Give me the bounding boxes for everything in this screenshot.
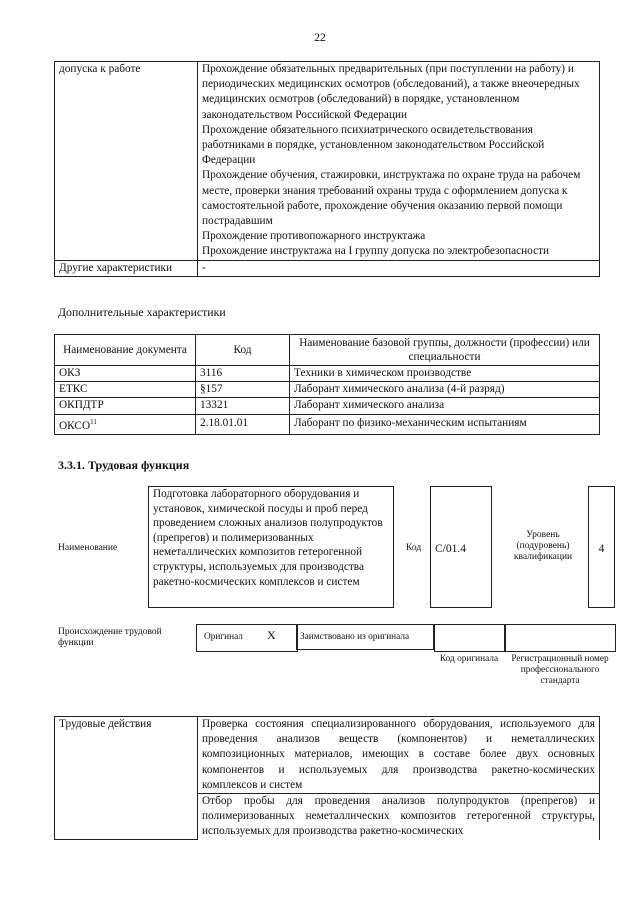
row-content [198,62,600,261]
name-cell: Техники в химическом производстве [290,366,600,382]
table-row [55,398,600,414]
code-original-caption: Код оригинала [439,654,499,664]
list-item: Прохождение противопожарного инструктажа [202,230,426,243]
column-header: Наименование документа [55,335,196,366]
list-item: Отбор пробы для проведения анализов полупродуктов (препрегов) и полимеризованных неметаллических композитов гетерогенной структуры, используемых для производства ракетно-космических [198,794,600,840]
code-original-cell [434,624,506,652]
name-label: Наименование [58,543,118,553]
classifiers-table [54,334,600,435]
code-label: Код [406,543,422,553]
table-header-row [55,335,600,366]
row-content: - [198,260,600,276]
name-cell: Лаборант химического анализа (4-й разряд) [290,382,600,398]
table-row [55,414,600,434]
reg-number-cell [504,624,616,652]
column-header: Наименование базовой группы, должности (профессии) или специальности [290,335,600,366]
origin-label: Происхождение трудовой функции [58,627,162,648]
borrowed-cell [296,624,434,650]
additional-characteristics-title: Дополнительные характеристики [58,305,226,319]
code-cell: 3116 [196,366,290,382]
original-label: Оригинал [204,632,243,642]
access-requirements-table [54,61,600,277]
table-row [55,260,600,276]
doc-cell: ОКПДТР [55,398,196,414]
row-label: Трудовые действия [55,717,198,840]
list-item: Прохождение инструктажа на I группу допуска по электробезопасности [202,245,550,258]
list-item: Прохождение обучения, стажировки, инструктажа по охране труда на рабочем месте, проверки знания требований охраны труда с оформлением допуска к самостоятельной работе, прохождение обучения оказанию первой помощи пострадавшим [202,169,581,228]
table-row [55,717,600,794]
footnote-ref: 11 [90,417,97,426]
list-item: Прохождение обязательного психиатрического освидетельствования работниками в порядке, установленном законодательством Российской Федерации [202,123,545,167]
column-header: Код [196,335,290,366]
name-cell: Лаборант химического анализа [290,398,600,414]
qualification-level-label: Уровень (подуровень) квалификации [513,530,573,562]
name-cell: Лаборант по физико-механическим испытаниям [290,414,600,434]
row-label: Другие характеристики [55,260,198,276]
borrowed-label: Заимствовано из оригинала [300,632,410,642]
page-number: 22 [314,32,326,44]
table-row [55,62,600,261]
list-item: Проверка состояния специализированного оборудования, используемого для проведения анализов веществ (компонентов) и неметаллических композиционных материалов, имеющих в составе более двух основных компонентов и используемых для производства ракетно-космических комплексов и систем [198,717,600,794]
code-cell: 2.18.01.01 [196,414,290,434]
code-cell: §157 [196,382,290,398]
labor-actions-table [54,716,600,840]
row-label: допуска к работе [55,62,198,261]
code-cell: 13321 [196,398,290,414]
doc-name: ОКСО [59,419,91,432]
doc-cell: ОКЗ [55,366,196,382]
reg-number-caption: Регистрационный номер профессионального стандарта [511,654,609,686]
section-heading: 3.3.1. Трудовая функция [58,458,190,472]
table-row [55,382,600,398]
doc-cell: ЕТКС [55,382,196,398]
list-item: Прохождение обязательных предварительных (при поступлении на работу) и периодических медицинских осмотров (обследований), а также внеочередных медицинских осмотров (обследований) в порядке, установленном законодательством Российской Федерации [202,63,580,121]
original-mark: X [267,628,276,642]
table-row [55,366,600,382]
function-name-box: Подготовка лабораторного оборудования и установок, химической посуды и проб перед проведением сложных анализов полупродуктов (препрегов) и полимеризованных неметаллических композитов гетерогенной структуры, используемых для производства ракетно-космических комплексов и систем [148,486,394,608]
qualification-level-box: 4 [588,486,615,608]
doc-cell [55,414,196,434]
function-code-box: C/01.4 [430,486,492,608]
